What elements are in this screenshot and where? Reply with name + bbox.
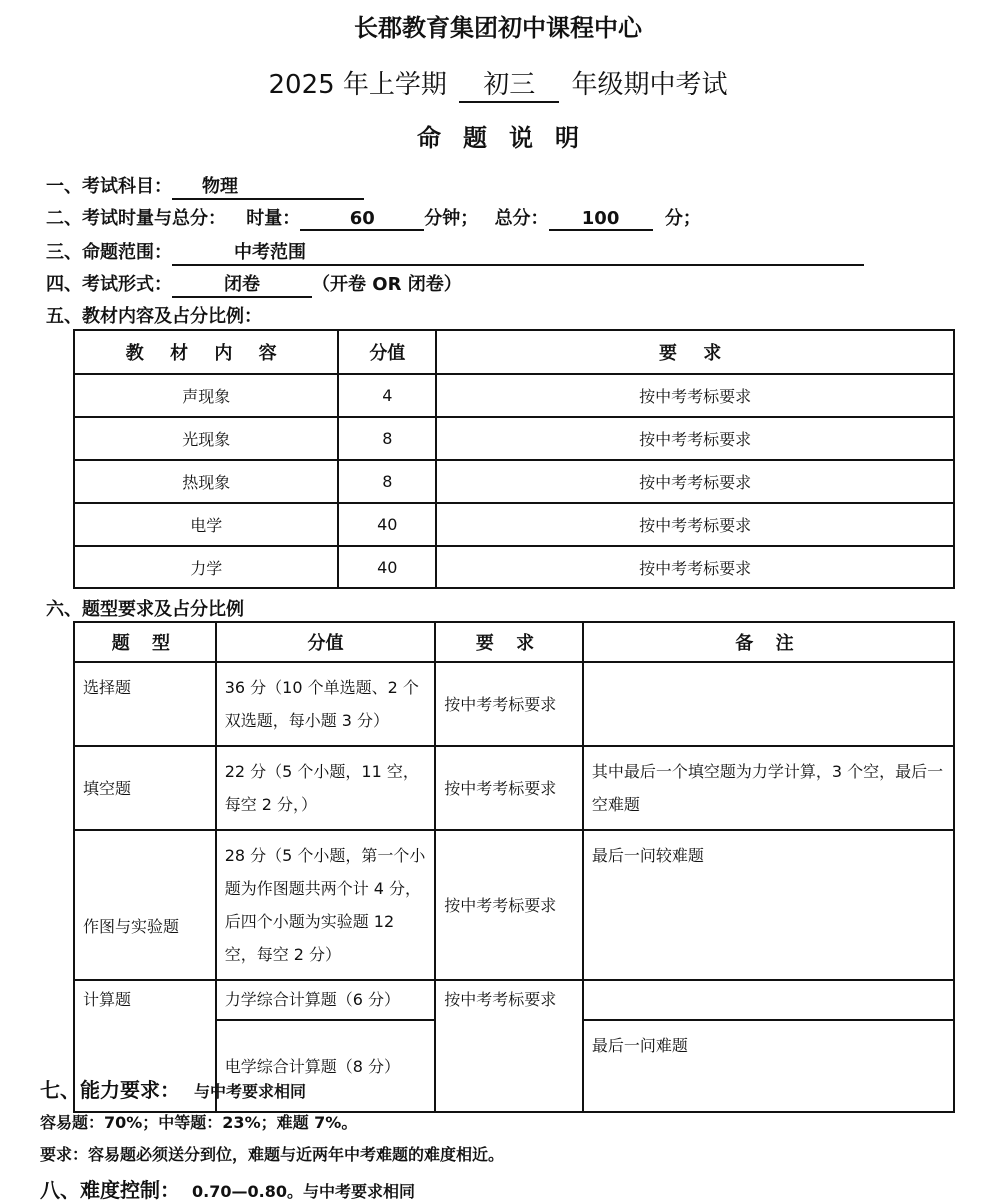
- scope-line: [46, 238, 864, 266]
- row-content: 光现象: [74, 417, 338, 460]
- form-label: 四、考试形式：: [46, 274, 172, 295]
- subject-line: [46, 172, 364, 200]
- form-hint: （开卷 OR 闭卷）: [312, 274, 462, 295]
- row-content: 声现象: [74, 374, 338, 417]
- req-exp: 按中考考标要求: [435, 830, 583, 980]
- row-requirement: 按中考考标要求: [436, 503, 954, 546]
- grade-value: 初三: [459, 64, 559, 103]
- table-row: [74, 830, 954, 980]
- exam-suffix: 年级期中考试: [571, 70, 728, 100]
- row-content: 电学: [74, 503, 338, 546]
- scope-label: 三、命题范围：: [46, 242, 172, 263]
- section7-line: [40, 1074, 306, 1103]
- form-value: 闭卷: [172, 270, 312, 298]
- time-unit: 分钟；: [424, 208, 479, 229]
- score-calc-electric: 电学综合计算题（8 分）: [216, 1020, 436, 1112]
- note-calc-mechanics: [583, 980, 954, 1020]
- row-content: 力学: [74, 546, 338, 588]
- section7-value: 与中考要求相同: [194, 1082, 307, 1101]
- score-exp: 28 分（5 个小题，第一个小题为作图题共两个计 4 分，后四个小题为实验题 12 空，每空 2 分）: [216, 830, 436, 980]
- header-note: 备 注: [583, 622, 954, 662]
- score-sub-label: 总分：: [494, 208, 549, 229]
- scope-value: 中考范围: [172, 238, 864, 266]
- row-score: 40: [338, 546, 436, 588]
- form-line: [46, 270, 462, 298]
- difficulty-ratio: 容易题：70%；中等题：23%；难题 7%。: [40, 1113, 358, 1132]
- doc-title: 命题说明: [417, 124, 601, 152]
- note-choice: [583, 662, 954, 746]
- section8-value: 0.70—0.80。与中考要求相同: [192, 1182, 415, 1201]
- org-title: 长郡教育集团初中课程中心: [354, 14, 642, 42]
- section7-label: 七、能力要求：: [40, 1078, 180, 1102]
- row-score: 8: [338, 460, 436, 503]
- row-content: 热现象: [74, 460, 338, 503]
- row-score: 8: [338, 417, 436, 460]
- table-row: [74, 546, 954, 588]
- header-type: 题 型: [74, 622, 216, 662]
- type-fill: 填空题: [74, 746, 216, 830]
- section6-label: 六、题型要求及占分比例: [46, 599, 244, 620]
- row-requirement: 按中考考标要求: [436, 460, 954, 503]
- difficulty-requirement: 要求：容易题必须送分到位，难题与近两年中考难题的难度相近。: [40, 1145, 505, 1164]
- table-row: [74, 417, 954, 460]
- section8-line: [40, 1174, 415, 1203]
- question-type-table: [73, 621, 955, 1113]
- note-calc-electric: 最后一问难题: [583, 1020, 954, 1112]
- req-choice: 按中考考标要求: [435, 662, 583, 746]
- time-value: 60: [300, 208, 424, 231]
- table-row: [74, 460, 954, 503]
- table-row: [74, 980, 954, 1020]
- table-row: [74, 746, 954, 830]
- header-requirement: 要 求: [435, 622, 583, 662]
- table-row: [74, 374, 954, 417]
- table-row: [74, 662, 954, 746]
- header-score: 分值: [216, 622, 436, 662]
- subject-label: 一、考试科目：: [46, 176, 172, 197]
- note-fill: 其中最后一个填空题为力学计算，3 个空，最后一空难题: [583, 746, 954, 830]
- type-exp: 作图与实验题: [74, 830, 216, 980]
- type-choice: 选择题: [74, 662, 216, 746]
- row-score: 4: [338, 374, 436, 417]
- score-choice: 36 分（10 个单选题、2 个双选题，每小题 3 分）: [216, 662, 436, 746]
- score-calc-mechanics: 力学综合计算题（6 分）: [216, 980, 436, 1020]
- exam-prefix: 2025 年上学期: [268, 70, 447, 100]
- header-requirement: 要 求: [436, 330, 954, 374]
- note-exp: 最后一问较难题: [583, 830, 954, 980]
- score-fill: 22 分（5 个小题，11 空，每空 2 分，）: [216, 746, 436, 830]
- time-sub-label: 时量：: [246, 208, 301, 229]
- time-line: [46, 204, 701, 231]
- row-requirement: 按中考考标要求: [436, 374, 954, 417]
- content-table: [73, 329, 955, 589]
- row-requirement: 按中考考标要求: [436, 546, 954, 588]
- score-value: 100: [549, 208, 653, 231]
- table-row: [74, 503, 954, 546]
- header-content: 教 材 内 容: [74, 330, 338, 374]
- req-calc: 按中考考标要求: [435, 980, 583, 1112]
- req-fill: 按中考考标要求: [435, 746, 583, 830]
- subject-value: 物理: [172, 172, 364, 200]
- score-unit: 分；: [664, 208, 701, 229]
- row-requirement: 按中考考标要求: [436, 417, 954, 460]
- section5-label: 五、教材内容及占分比例：: [46, 306, 262, 327]
- exam-title: [0, 64, 996, 103]
- header-score: 分值: [338, 330, 436, 374]
- section8-label: 八、难度控制：: [40, 1178, 180, 1202]
- type-calc: 计算题: [74, 980, 216, 1112]
- time-label: 二、考试时量与总分：: [46, 208, 226, 229]
- row-score: 40: [338, 503, 436, 546]
